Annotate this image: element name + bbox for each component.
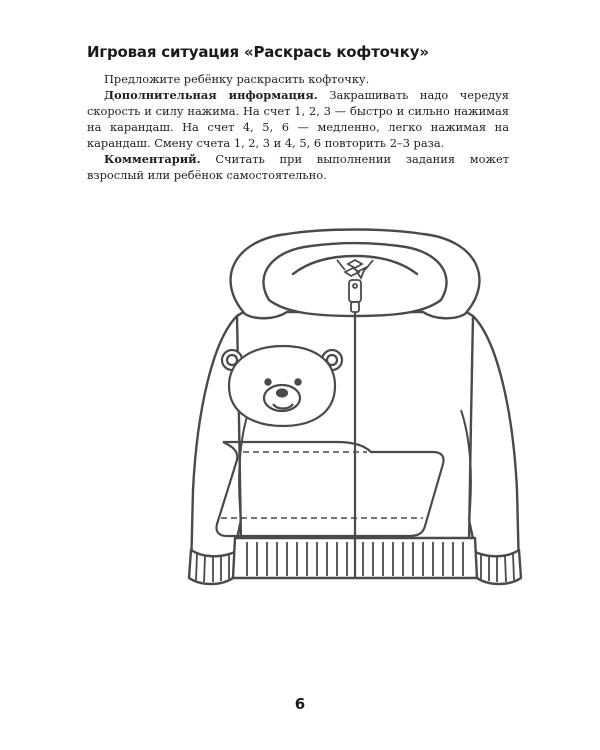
info-label: Дополнительная информация.	[104, 88, 318, 102]
comment-text: Считать при выполнении задания может взрослый или ребёнок самостоятельно.	[87, 152, 509, 182]
comment-paragraph	[87, 151, 509, 183]
info-text: Закрашивать надо чередуя скорость и силу нажима. На счет 1, 2, 3 — быстро и сильно нажимая на карандаш. На счет 4, 5, 6 — медленно, легко нажимая на карандаш. Смену счета 1, 2, 3 и 4, 5, 6 повторить 2–3 раза.	[87, 88, 509, 150]
page-number: 6	[294, 695, 306, 713]
intro-paragraph: Предложите ребёнку раскрасить кофточку.	[104, 72, 370, 86]
exercise-heading: Игровая ситуация «Раскрась кофточку»	[87, 43, 429, 61]
exercise-instructions	[87, 71, 509, 183]
jacket-coloring-illustration	[185, 220, 525, 600]
comment-label: Комментарий.	[104, 152, 201, 166]
info-paragraph	[87, 87, 509, 151]
